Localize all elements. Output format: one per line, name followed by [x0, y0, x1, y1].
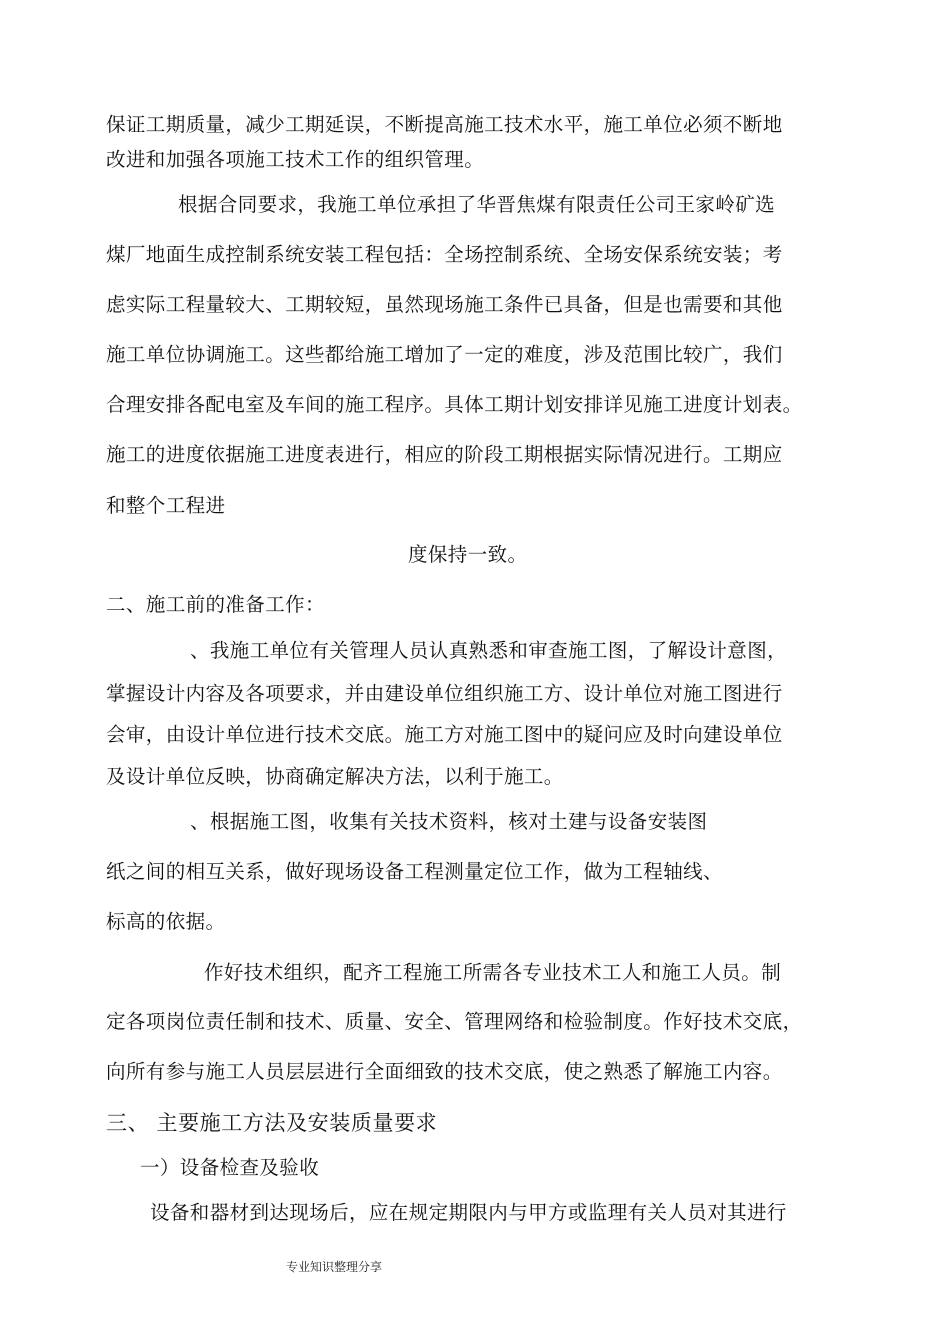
paragraph-line: 纸之间的相互关系，做好现场设备工程测量定位工作，做为工程轴线、: [106, 860, 723, 883]
paragraph-line: 根据合同要求，我施工单位承担了华晋焦煤有限责任公司王家岭矿选: [178, 193, 776, 216]
paragraph-line: 定各项岗位责任制和技术、质量、安全、管理网络和检验制度。作好技术交底，: [106, 1010, 803, 1033]
paragraph-line: 度保持一致。: [408, 543, 528, 566]
subsection-heading: 一）设备检查及验收: [140, 1156, 320, 1179]
paragraph-line: 保证工期质量，减少工期延误，不断提高施工技术水平，施工单位必须不断地: [106, 113, 783, 136]
paragraph-line: 和整个工程进: [106, 494, 226, 517]
paragraph-line: 合理安排各配电室及车间的施工程序。具体工期计划安排详见施工进度计划表。: [106, 393, 803, 416]
paragraph-line: 施工单位协调施工。这些都给施工增加了一定的难度，涉及范围比较广，我们: [106, 343, 783, 366]
paragraph-line: 标高的依据。: [106, 910, 226, 933]
paragraph-line: 虑实际工程量较大、工期较短，虽然现场施工条件已具备，但是也需要和其他: [106, 293, 783, 316]
paragraph-line: 作好技术组织，配齐工程施工所需各专业技术工人和施工人员。制: [204, 961, 782, 984]
paragraph-line: 会审，由设计单位进行技术交底。施工方对施工图中的疑问应及时向建设单位: [106, 723, 783, 746]
paragraph-line: 向所有参与施工人员层层进行全面细致的技术交底，使之熟悉了解施工内容。: [106, 1060, 783, 1083]
paragraph-line: 设备和器材到达现场后，应在规定期限内与甲方或监理有关人员对其进行: [150, 1201, 787, 1224]
paragraph-line: 改进和加强各项施工技术工作的组织管理。: [106, 148, 485, 171]
paragraph-line: 、我施工单位有关管理人员认真熟悉和审查施工图，了解设计意图，: [190, 639, 788, 662]
paragraph-line: 、根据施工图，收集有关技术资料，核对土建与设备安装图: [190, 810, 708, 833]
paragraph-line: 掌握设计内容及各项要求，并由建设单位组织施工方、设计单位对施工图进行: [106, 682, 783, 705]
paragraph-line: 及设计单位反映，协商确定解决方法，以利于施工。: [106, 765, 564, 788]
paragraph-line: 煤厂地面生成控制系统安装工程包括：全场控制系统、全场安保系统安装；考: [106, 243, 783, 266]
page-footer: 专业知识整理分享: [286, 1260, 383, 1274]
section-heading: 三、 主要施工方法及安装质量要求: [106, 1111, 438, 1135]
section-heading: 二、施工前的准备工作：: [106, 593, 325, 616]
paragraph-line: 施工的进度依据施工进度表进行，相应的阶段工期根据实际情况进行。工期应: [106, 443, 783, 466]
